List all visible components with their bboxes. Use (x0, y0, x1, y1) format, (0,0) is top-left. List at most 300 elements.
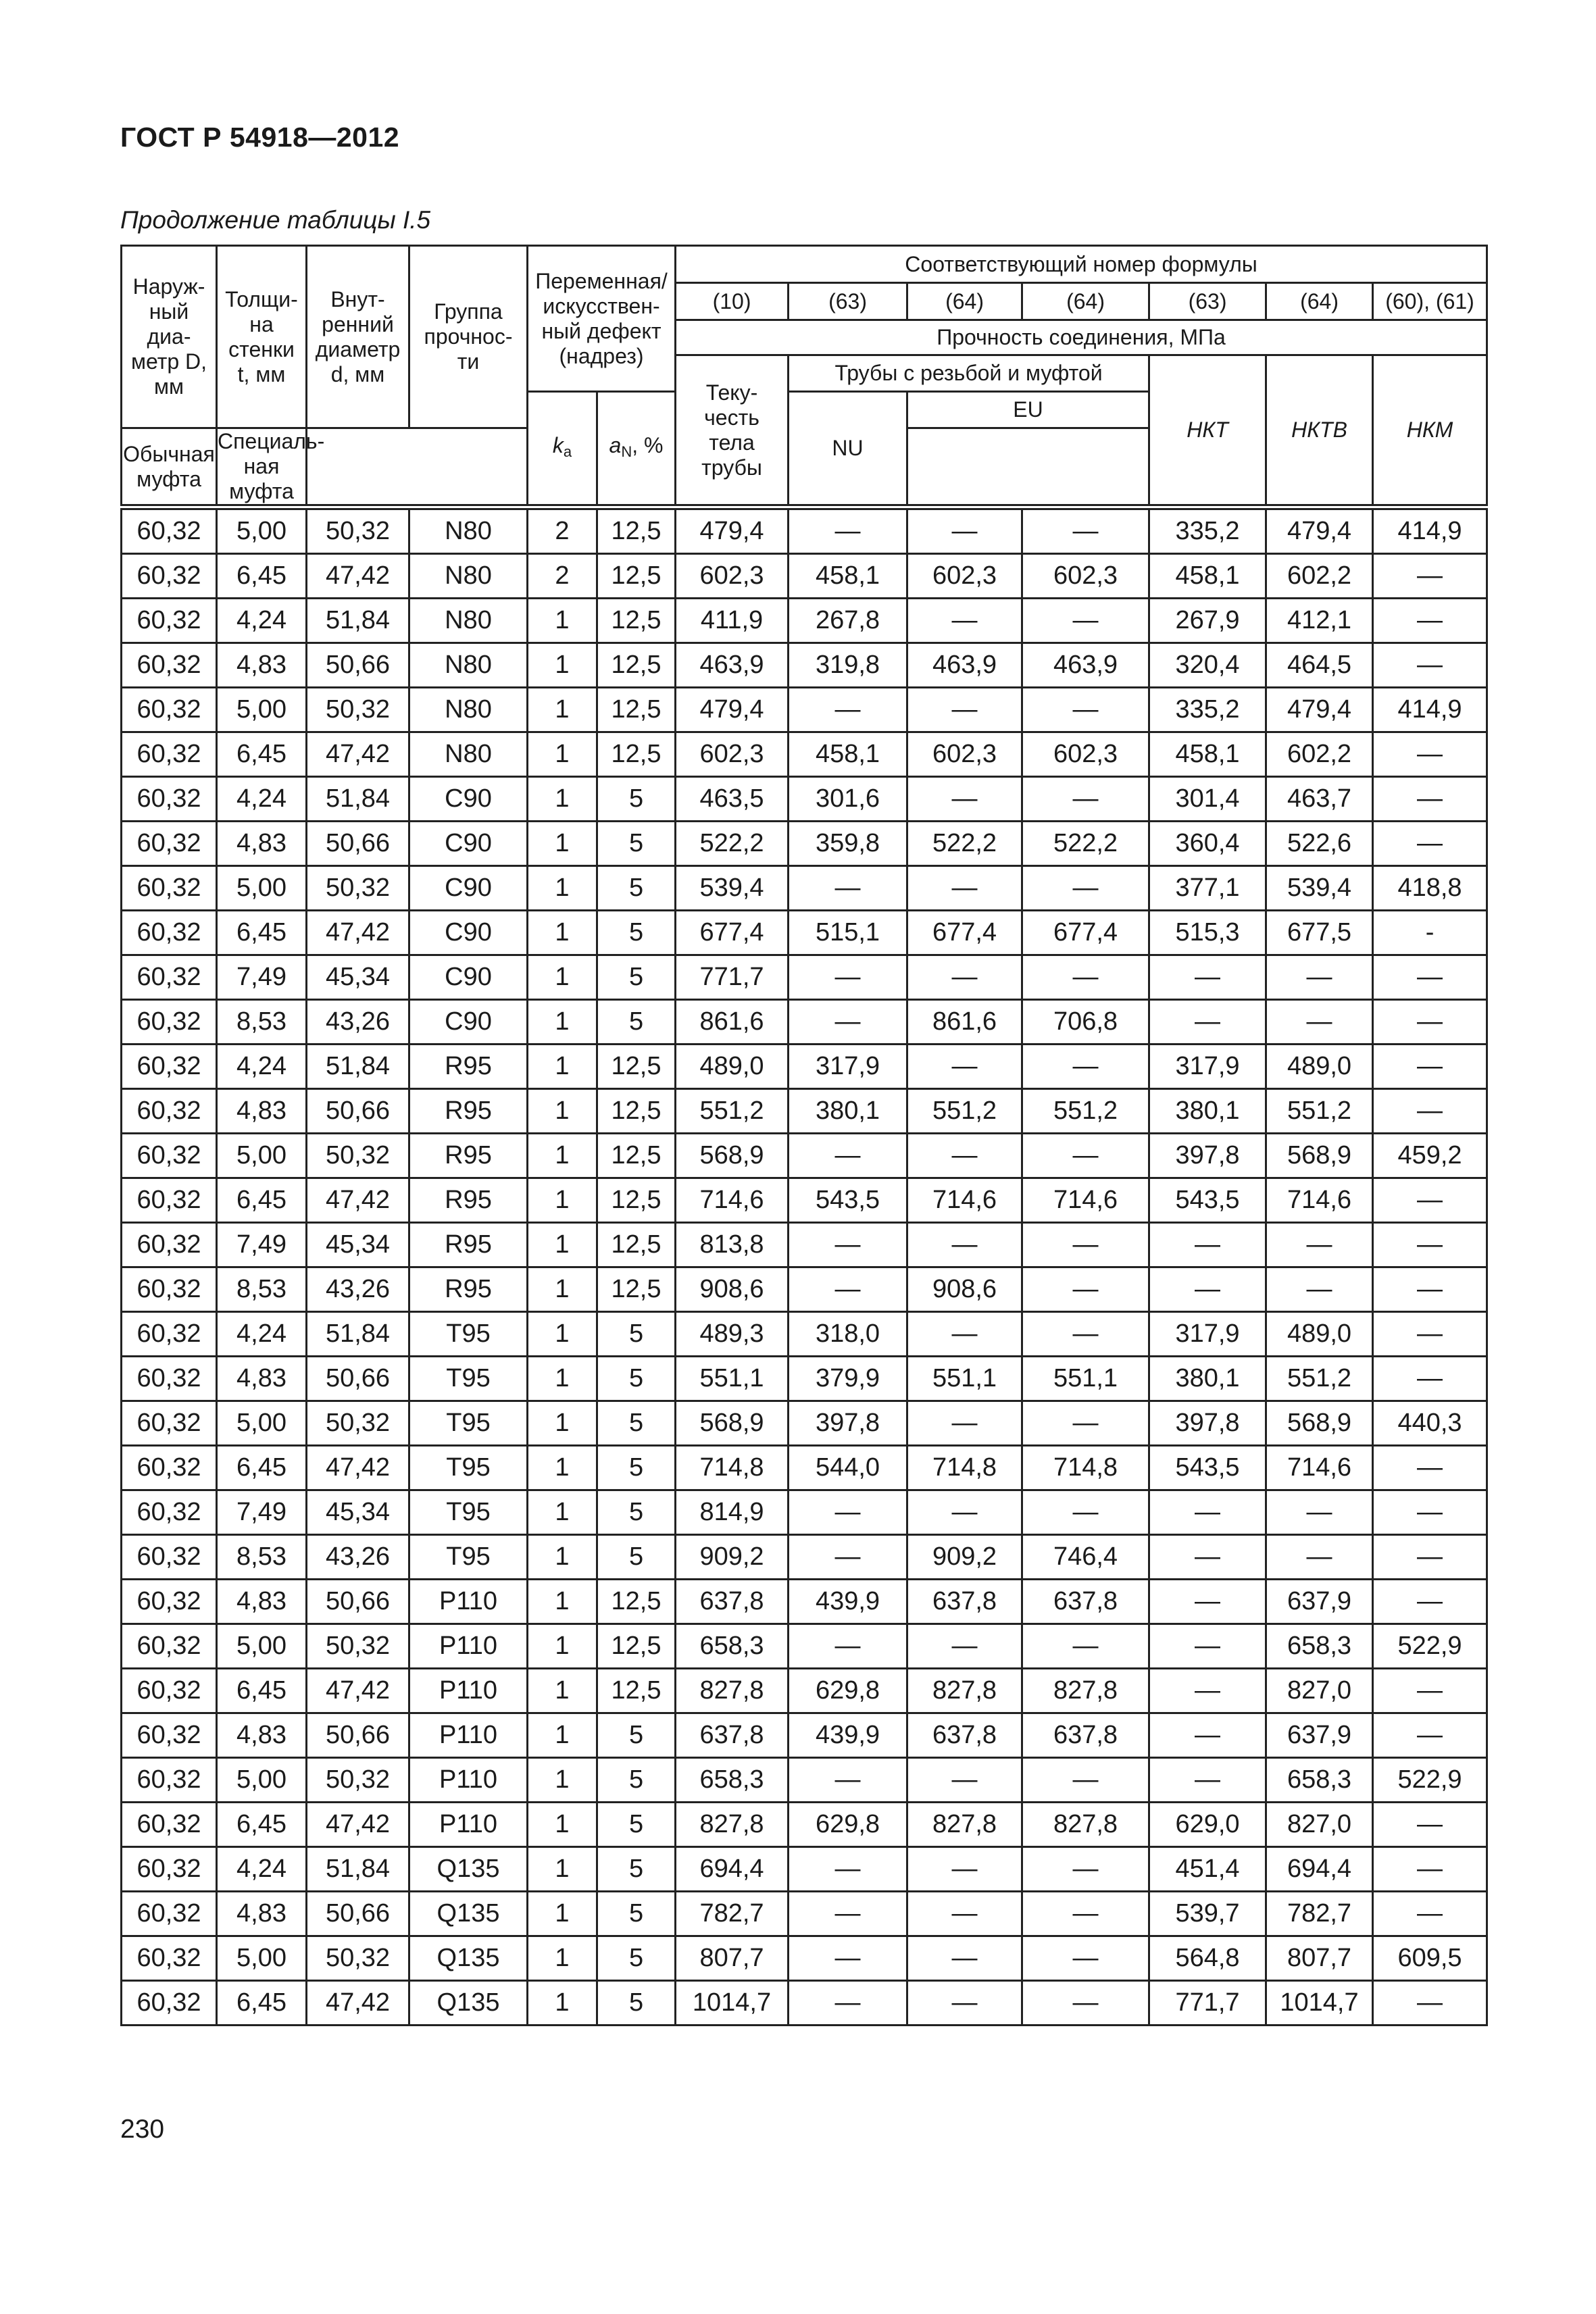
table-cell: 5,00 (217, 507, 307, 554)
table-cell: 2 (528, 507, 597, 554)
table-row (122, 911, 1487, 955)
table-cell: 50,66 (307, 1580, 409, 1624)
table-cell: 5,00 (217, 1134, 307, 1178)
table-cell: 60,32 (122, 955, 217, 1000)
table-cell: 782,7 (676, 1892, 789, 1936)
table-cell: 51,84 (307, 599, 409, 643)
table-cell: 6,45 (217, 1178, 307, 1223)
table-cell: 50,32 (307, 866, 409, 911)
table-cell: — (1373, 1000, 1487, 1045)
table-cell: 1 (528, 1892, 597, 1936)
table-cell: — (789, 1223, 907, 1267)
table-cell: — (1149, 1624, 1266, 1669)
table-cell: 360,4 (1149, 822, 1266, 866)
table-cell: T95 (409, 1490, 528, 1535)
table-cell: — (789, 688, 907, 732)
table-cell: 60,32 (122, 599, 217, 643)
table-cell: — (1373, 1803, 1487, 1847)
table-cell: 414,9 (1373, 507, 1487, 554)
table-cell: — (1022, 1624, 1149, 1669)
table-cell: — (907, 777, 1022, 822)
table-cell: 12,5 (597, 1580, 676, 1624)
table-cell: 8,53 (217, 1535, 307, 1580)
table-cell: 677,5 (1266, 911, 1373, 955)
table-cell: 4,24 (217, 1045, 307, 1089)
table-cell: 1 (528, 1134, 597, 1178)
table-cell: 60,32 (122, 1758, 217, 1803)
table-body (122, 507, 1487, 2026)
table-row (122, 955, 1487, 1000)
table-cell: 8,53 (217, 1267, 307, 1312)
table-cell: — (1266, 955, 1373, 1000)
table-cell: 51,84 (307, 1312, 409, 1357)
table-cell: 6,45 (217, 1446, 307, 1490)
formula-number: (64) (1022, 283, 1149, 320)
table-cell: 60,32 (122, 643, 217, 688)
table-cell: — (1373, 1535, 1487, 1580)
table-cell: — (1373, 777, 1487, 822)
table-cell: 479,4 (676, 688, 789, 732)
table-row (122, 1267, 1487, 1312)
table-cell: 47,42 (307, 554, 409, 599)
table-cell: 380,1 (789, 1089, 907, 1134)
table-cell: 60,32 (122, 822, 217, 866)
table-cell: 60,32 (122, 1490, 217, 1535)
table-cell: — (1373, 1312, 1487, 1357)
table-cell: 60,32 (122, 1981, 217, 2026)
table-cell: — (1373, 1446, 1487, 1490)
table-cell: 658,3 (1266, 1758, 1373, 1803)
table-cell: 827,8 (907, 1803, 1022, 1847)
table-row (122, 643, 1487, 688)
table-cell: 2 (528, 554, 597, 599)
table-cell: 43,26 (307, 1535, 409, 1580)
table-cell: — (907, 1936, 1022, 1981)
document-header: ГОСТ Р 54918—2012 (120, 122, 400, 153)
table-cell: 50,32 (307, 1758, 409, 1803)
table-cell: — (1149, 1580, 1266, 1624)
table-cell: — (1149, 1223, 1266, 1267)
table-cell: 1 (528, 1089, 597, 1134)
table-cell: — (1373, 1669, 1487, 1713)
table-cell: 412,1 (1266, 599, 1373, 643)
table-cell: 543,5 (789, 1178, 907, 1223)
table-cell: 629,0 (1149, 1803, 1266, 1847)
table-cell: 4,83 (217, 643, 307, 688)
table-cell: 489,0 (676, 1045, 789, 1089)
table-cell: 714,6 (1266, 1178, 1373, 1223)
table-cell: — (1149, 1490, 1266, 1535)
table-cell: 771,7 (676, 955, 789, 1000)
table-cell: 51,84 (307, 1045, 409, 1089)
table-row (122, 1892, 1487, 1936)
table-cell: 568,9 (1266, 1134, 1373, 1178)
table-cell: 1 (528, 1580, 597, 1624)
table-cell: P110 (409, 1624, 528, 1669)
table-cell: — (1149, 1758, 1266, 1803)
table-cell: 4,83 (217, 822, 307, 866)
table-cell: - (1373, 911, 1487, 955)
table-cell: 60,32 (122, 911, 217, 955)
table-cell: 320,4 (1149, 643, 1266, 688)
table-cell: 677,4 (676, 911, 789, 955)
table-cell: 1 (528, 1803, 597, 1847)
table-cell: P110 (409, 1803, 528, 1847)
table-cell: — (1373, 1713, 1487, 1758)
table-cell: — (789, 1847, 907, 1892)
table-cell: 47,42 (307, 1446, 409, 1490)
table-cell: 397,8 (1149, 1134, 1266, 1178)
table-cell: 714,6 (907, 1178, 1022, 1223)
table-cell: 60,32 (122, 1713, 217, 1758)
table-cell: 458,1 (1149, 554, 1266, 599)
table-cell: 4,83 (217, 1089, 307, 1134)
table-cell: — (1022, 777, 1149, 822)
table-cell: 458,1 (789, 554, 907, 599)
table-cell: 1 (528, 1713, 597, 1758)
header-formula-group: Соответствующий номер формулы (676, 246, 1487, 283)
table-cell: — (1373, 643, 1487, 688)
table-cell: 12,5 (597, 1267, 676, 1312)
table-cell: 47,42 (307, 1803, 409, 1847)
table-cell: 1 (528, 1669, 597, 1713)
table-cell: 5 (597, 1401, 676, 1446)
table-cell: 637,8 (907, 1713, 1022, 1758)
table-row (122, 732, 1487, 777)
header-inner-diameter: Внут- ренний диаметр d, мм (307, 246, 409, 428)
table-cell: 1 (528, 777, 597, 822)
table-cell: 813,8 (676, 1223, 789, 1267)
table-cell: 47,42 (307, 911, 409, 955)
table-cell: 814,9 (676, 1490, 789, 1535)
table-cell: — (1022, 1490, 1149, 1535)
table-cell: T95 (409, 1312, 528, 1357)
table-cell: C90 (409, 866, 528, 911)
table-cell: 60,32 (122, 1624, 217, 1669)
table-cell: 5 (597, 1803, 676, 1847)
table-cell: 522,2 (676, 822, 789, 866)
table-cell: P110 (409, 1580, 528, 1624)
table-cell: 5 (597, 1936, 676, 1981)
table-cell: R95 (409, 1267, 528, 1312)
table-cell: 827,8 (1022, 1803, 1149, 1847)
formula-number: (63) (789, 283, 907, 320)
table-cell: 60,32 (122, 554, 217, 599)
formula-number: (63) (1149, 283, 1266, 320)
table-cell: 301,4 (1149, 777, 1266, 822)
table-cell: 439,9 (789, 1580, 907, 1624)
table-cell: 60,32 (122, 1669, 217, 1713)
table-cell: 909,2 (907, 1535, 1022, 1580)
table-cell: 637,9 (1266, 1580, 1373, 1624)
table-cell: 602,3 (676, 554, 789, 599)
table-cell: C90 (409, 955, 528, 1000)
table-cell: 7,49 (217, 1223, 307, 1267)
table-cell: 60,32 (122, 732, 217, 777)
table-cell: R95 (409, 1223, 528, 1267)
table-cell: 782,7 (1266, 1892, 1373, 1936)
table-cell: 602,3 (1022, 732, 1149, 777)
table-cell: 4,24 (217, 1847, 307, 1892)
table-cell: 43,26 (307, 1267, 409, 1312)
table-cell: 60,32 (122, 1803, 217, 1847)
table-cell: 335,2 (1149, 507, 1266, 554)
table-cell: 377,1 (1149, 866, 1266, 911)
table-cell: 714,6 (1266, 1446, 1373, 1490)
table-cell: 7,49 (217, 955, 307, 1000)
table-cell: — (1373, 1045, 1487, 1089)
table-cell: 50,66 (307, 1892, 409, 1936)
table-cell: 5 (597, 1446, 676, 1490)
table-cell: 463,5 (676, 777, 789, 822)
table-cell: 522,9 (1373, 1758, 1487, 1803)
table-row (122, 1000, 1487, 1045)
table-row (122, 1357, 1487, 1401)
table-cell: 12,5 (597, 554, 676, 599)
table-row (122, 1312, 1487, 1357)
table-cell: 12,5 (597, 1624, 676, 1669)
table-cell: — (1022, 1847, 1149, 1892)
table-cell: R95 (409, 1045, 528, 1089)
table-row (122, 866, 1487, 911)
table-cell: 1 (528, 1981, 597, 2026)
table-cell: 827,8 (907, 1669, 1022, 1713)
table-cell: 5,00 (217, 1936, 307, 1981)
header-nu: NU (789, 392, 907, 507)
table-cell: 551,2 (1266, 1357, 1373, 1401)
table-cell: 5 (597, 866, 676, 911)
table-cell: 658,3 (676, 1624, 789, 1669)
formula-number: (64) (907, 283, 1022, 320)
table-row (122, 1490, 1487, 1535)
table-cell: 50,32 (307, 507, 409, 554)
table-cell: 827,0 (1266, 1803, 1373, 1847)
table-cell: 12,5 (597, 1223, 676, 1267)
table-row (122, 1713, 1487, 1758)
table-cell: 60,32 (122, 1535, 217, 1580)
table-cell: 5 (597, 1000, 676, 1045)
table-cell: — (907, 1223, 1022, 1267)
table-cell: 12,5 (597, 688, 676, 732)
table-cell: — (1266, 1223, 1373, 1267)
table-cell: T95 (409, 1535, 528, 1580)
table-cell: 909,2 (676, 1535, 789, 1580)
table-cell: 60,32 (122, 1936, 217, 1981)
table-cell: 5 (597, 1713, 676, 1758)
table-cell: 8,53 (217, 1000, 307, 1045)
header-strength-grade: Группа прочнос- ти (409, 246, 528, 428)
table-row (122, 1624, 1487, 1669)
table-row (122, 1580, 1487, 1624)
table-cell: 51,84 (307, 1847, 409, 1892)
table-cell: 637,8 (1022, 1580, 1149, 1624)
table-cell: 568,9 (1266, 1401, 1373, 1446)
table-cell: — (907, 955, 1022, 1000)
table-cell: 564,8 (1149, 1936, 1266, 1981)
table-cell: 551,2 (1022, 1089, 1149, 1134)
table-cell: 551,1 (1022, 1357, 1149, 1401)
table-cell: 1 (528, 688, 597, 732)
table-cell: 12,5 (597, 1045, 676, 1089)
table-cell: 318,0 (789, 1312, 907, 1357)
table-cell: 658,3 (1266, 1624, 1373, 1669)
table-cell: C90 (409, 777, 528, 822)
table-cell: R95 (409, 1089, 528, 1134)
table-cell: — (1149, 1535, 1266, 1580)
table-cell: — (789, 1134, 907, 1178)
table-cell: — (1266, 1267, 1373, 1312)
table-cell: — (907, 1401, 1022, 1446)
table-cell: — (789, 1624, 907, 1669)
table-cell: 807,7 (1266, 1936, 1373, 1981)
table-cell: 463,9 (907, 643, 1022, 688)
table-cell: 45,34 (307, 1490, 409, 1535)
table-cell: 1 (528, 911, 597, 955)
table-cell: Q135 (409, 1892, 528, 1936)
table-cell: 4,24 (217, 777, 307, 822)
table-cell: 12,5 (597, 643, 676, 688)
table-cell: 694,4 (1266, 1847, 1373, 1892)
page-number: 230 (120, 2115, 165, 2144)
table-cell: 602,3 (907, 554, 1022, 599)
table-cell: 706,8 (1022, 1000, 1149, 1045)
header-nkt: НКТ (1149, 355, 1266, 507)
table-cell: 5,00 (217, 1401, 307, 1446)
table-cell: 4,83 (217, 1892, 307, 1936)
table-row (122, 1178, 1487, 1223)
table-header (122, 246, 1487, 507)
table-cell: — (789, 1758, 907, 1803)
table-cell: 1 (528, 955, 597, 1000)
table-cell: 479,4 (676, 507, 789, 554)
table-cell: 397,8 (789, 1401, 907, 1446)
table-cell: 489,3 (676, 1312, 789, 1357)
table-row (122, 1401, 1487, 1446)
table-cell: 539,4 (1266, 866, 1373, 911)
table-cell: 5 (597, 777, 676, 822)
table-cell: 60,32 (122, 688, 217, 732)
table-cell: — (907, 1134, 1022, 1178)
table-cell: — (1373, 554, 1487, 599)
table-cell: 12,5 (597, 507, 676, 554)
table-cell: 60,32 (122, 1223, 217, 1267)
table-cell: 60,32 (122, 1045, 217, 1089)
table-cell: — (1149, 1669, 1266, 1713)
table-cell: — (907, 1758, 1022, 1803)
table-cell: 714,8 (676, 1446, 789, 1490)
table-cell: 714,8 (907, 1446, 1022, 1490)
table-cell: 6,45 (217, 1981, 307, 2026)
table-cell: — (907, 1624, 1022, 1669)
table-cell: 317,9 (789, 1045, 907, 1089)
table-row (122, 1535, 1487, 1580)
table-cell: 50,66 (307, 1089, 409, 1134)
table-cell: 1 (528, 1758, 597, 1803)
table-cell: P110 (409, 1669, 528, 1713)
table-cell: 50,32 (307, 1624, 409, 1669)
table-cell: 1 (528, 599, 597, 643)
table-cell: 60,32 (122, 1000, 217, 1045)
table-cell: — (1022, 1892, 1149, 1936)
table-cell: 5 (597, 1490, 676, 1535)
table-cell: 60,32 (122, 1267, 217, 1312)
table-cell: R95 (409, 1134, 528, 1178)
table-cell: 1 (528, 1401, 597, 1446)
table-cell: — (907, 599, 1022, 643)
table-cell: 43,26 (307, 1000, 409, 1045)
table-cell: 60,32 (122, 1357, 217, 1401)
table-cell: 1 (528, 1357, 597, 1401)
header-nktv: НКТВ (1266, 355, 1373, 507)
table-cell: — (907, 1892, 1022, 1936)
header-eu-special-coupling: Специаль- ная муфта (217, 428, 307, 507)
table-row (122, 822, 1487, 866)
table-cell: 317,9 (1149, 1312, 1266, 1357)
table-row (122, 507, 1487, 554)
table-cell: 908,6 (907, 1267, 1022, 1312)
table-cell: 12,5 (597, 1669, 676, 1713)
table-cell: 60,32 (122, 1312, 217, 1357)
table-cell: 861,6 (907, 1000, 1022, 1045)
table-cell: — (1373, 822, 1487, 866)
table-cell: 637,8 (907, 1580, 1022, 1624)
table-cell: — (1373, 1178, 1487, 1223)
table-cell: 60,32 (122, 866, 217, 911)
table-cell: N80 (409, 599, 528, 643)
table-cell: 551,2 (907, 1089, 1022, 1134)
table-cell: 1 (528, 643, 597, 688)
table-cell: 1 (528, 1045, 597, 1089)
table-cell: 267,8 (789, 599, 907, 643)
table-cell: 60,32 (122, 1580, 217, 1624)
table-cell: 5,00 (217, 866, 307, 911)
table-cell: 12,5 (597, 1089, 676, 1134)
table-cell: 12,5 (597, 732, 676, 777)
table-cell: 5,00 (217, 688, 307, 732)
table-cell: 4,83 (217, 1713, 307, 1758)
table-cell: 522,9 (1373, 1624, 1487, 1669)
table-cell: 551,1 (907, 1357, 1022, 1401)
table-cell: 551,2 (1266, 1089, 1373, 1134)
table-cell: N80 (409, 507, 528, 554)
table-cell: — (1022, 955, 1149, 1000)
table-cell: 45,34 (307, 955, 409, 1000)
table-cell: — (1373, 955, 1487, 1000)
table-cell: 609,5 (1373, 1936, 1487, 1981)
table-row (122, 1223, 1487, 1267)
table-cell: — (1266, 1490, 1373, 1535)
table-cell: 50,66 (307, 1357, 409, 1401)
table-cell: 807,7 (676, 1936, 789, 1981)
table-cell: 301,6 (789, 777, 907, 822)
strength-table (120, 245, 1488, 2026)
table-cell: — (1373, 1892, 1487, 1936)
table-cell: 827,8 (676, 1669, 789, 1713)
table-caption: Продолжение таблицы I.5 (120, 206, 431, 234)
table-cell: 714,8 (1022, 1446, 1149, 1490)
table-cell: 637,8 (676, 1580, 789, 1624)
table-cell: 908,6 (676, 1267, 789, 1312)
table-cell: — (1022, 1223, 1149, 1267)
table-cell: 6,45 (217, 554, 307, 599)
table-cell: 459,2 (1373, 1134, 1487, 1178)
table-cell: — (1022, 1981, 1149, 2026)
table-cell: — (907, 866, 1022, 911)
table-cell: — (1022, 1045, 1149, 1089)
table-cell: 1 (528, 1446, 597, 1490)
table-row (122, 1981, 1487, 2026)
table-cell: — (907, 1981, 1022, 2026)
